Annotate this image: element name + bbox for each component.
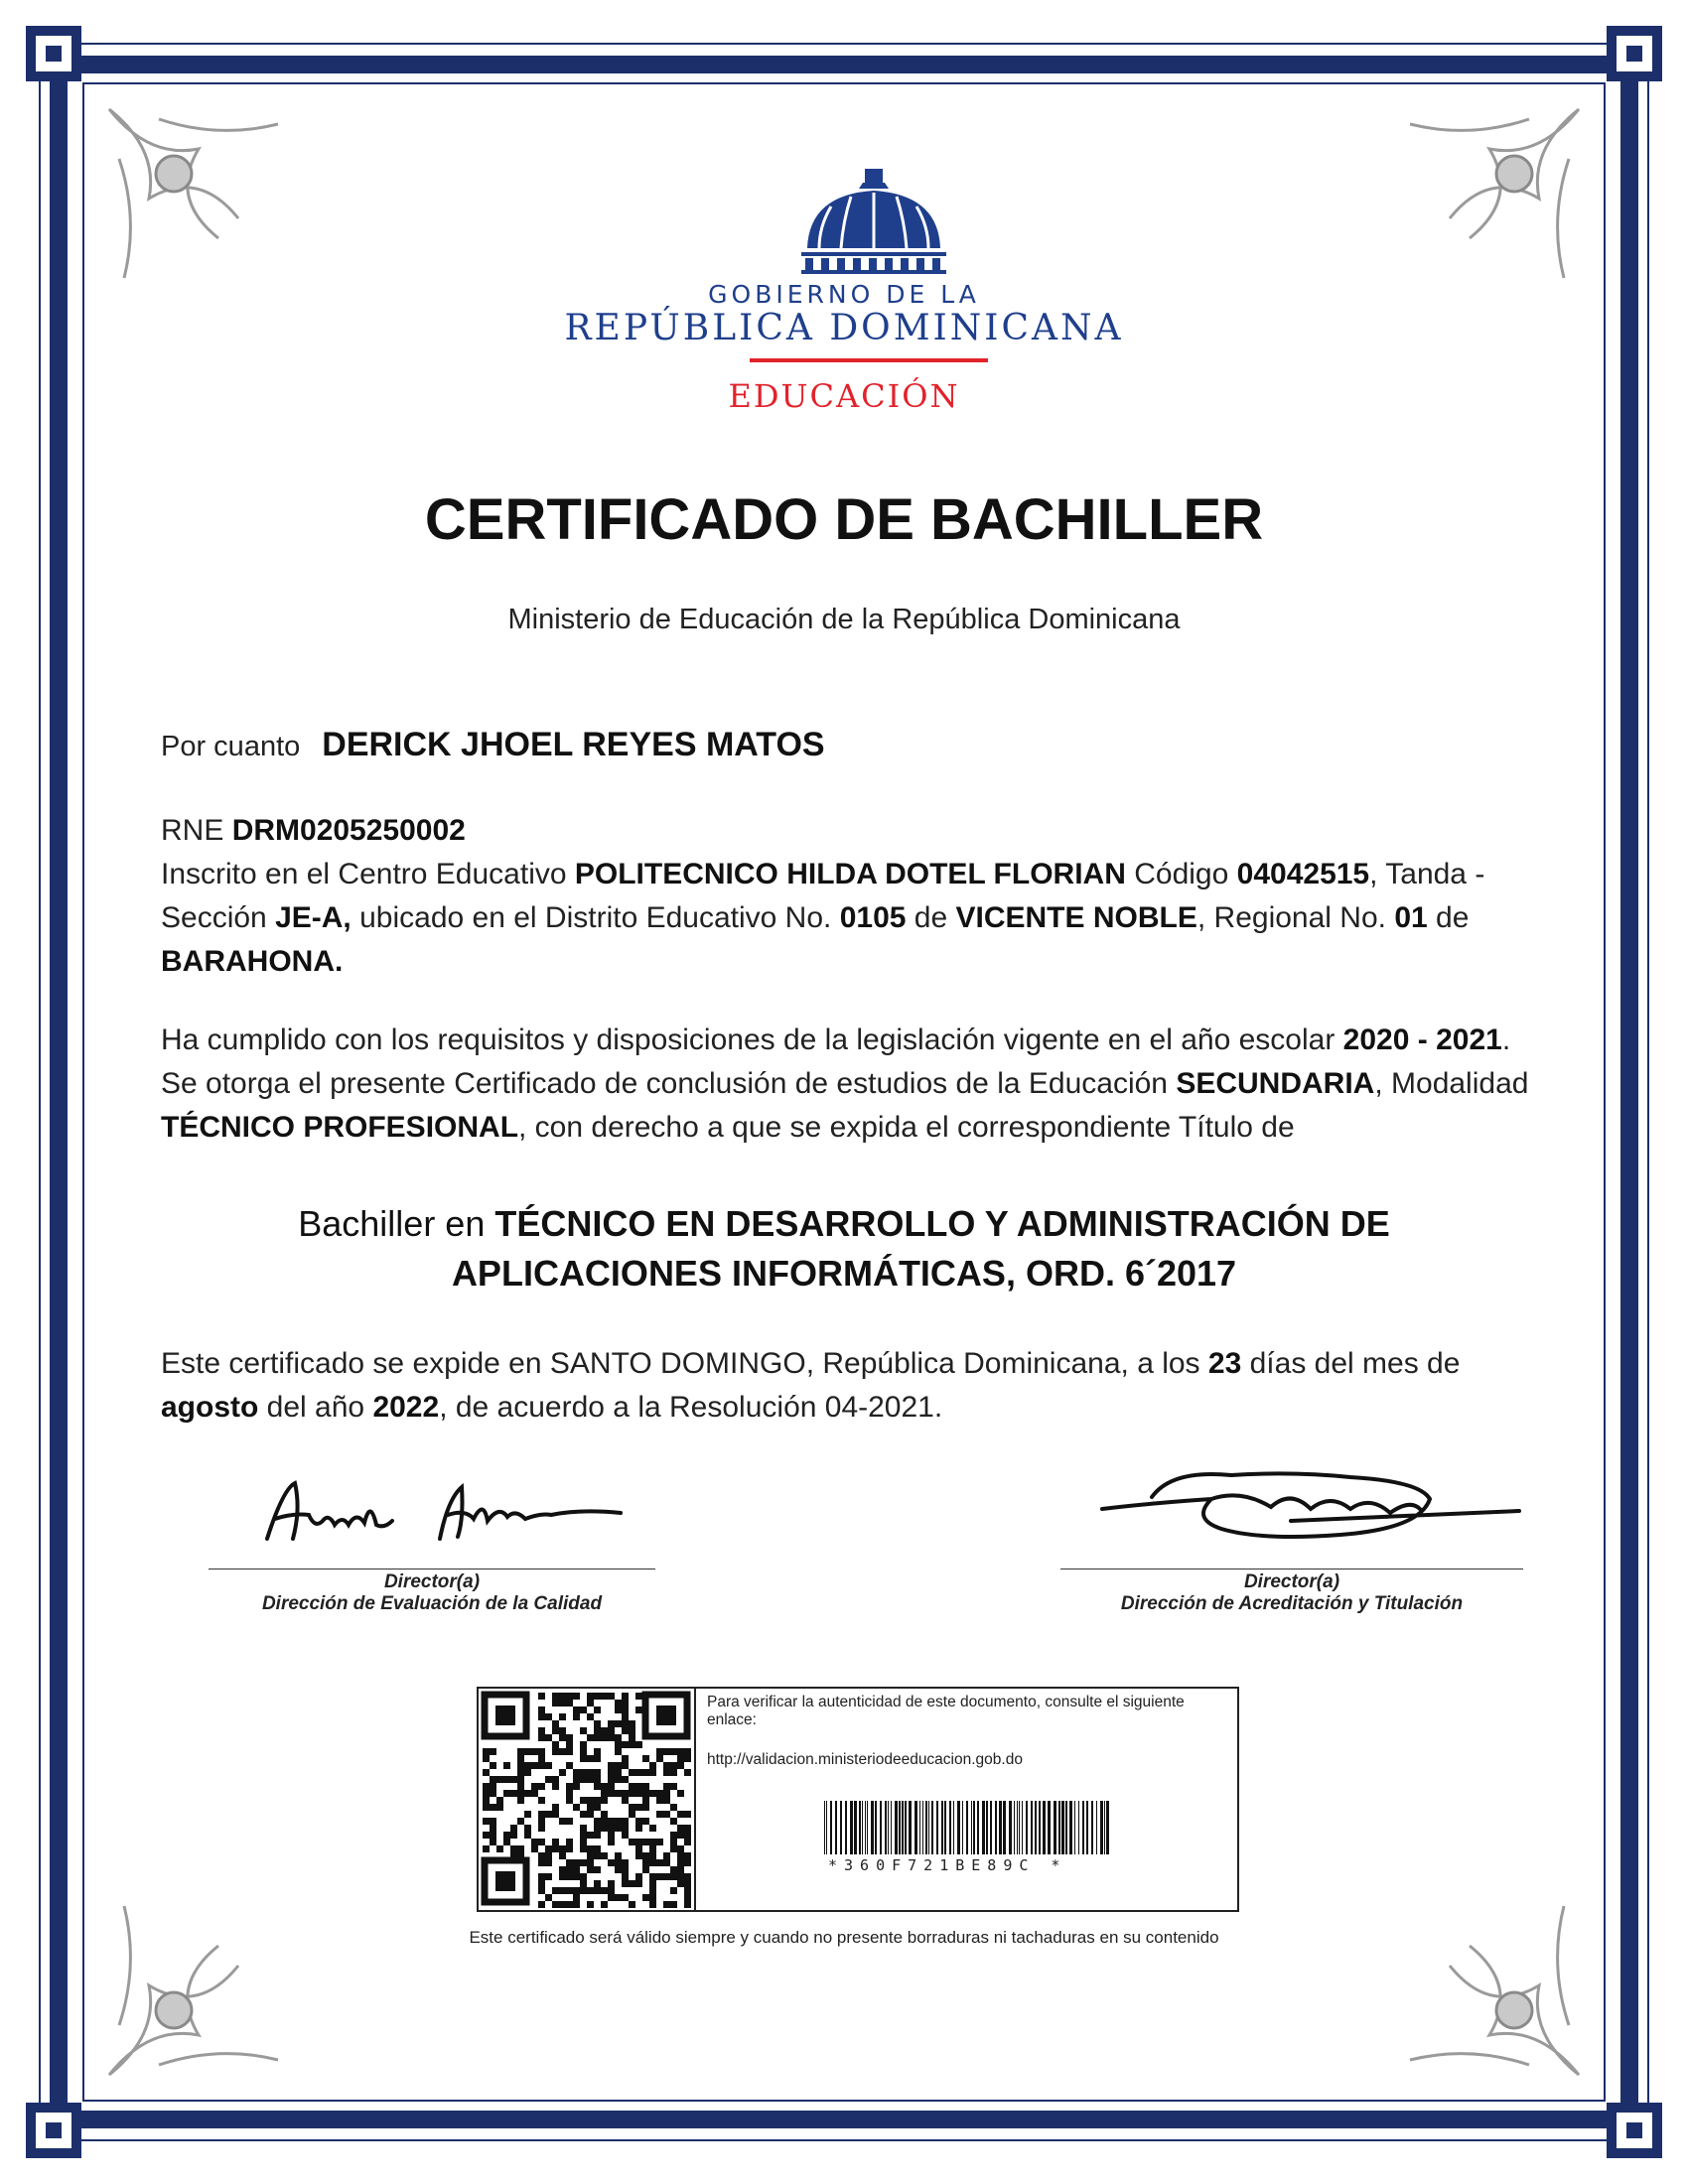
signature-right-dept: Dirección de Acreditación y Titulación bbox=[1120, 1593, 1464, 1614]
qr-divider bbox=[694, 1689, 696, 1910]
signature-right bbox=[1092, 1459, 1529, 1549]
issuance-year: 2022 bbox=[372, 1391, 440, 1424]
issuance-text-1: Este certificado se expide en SANTO DOMINGO, República Dominicana, a los bbox=[161, 1347, 1208, 1380]
signature-right-caption bbox=[1060, 1571, 1523, 1615]
regional-number: 01 bbox=[1394, 901, 1428, 934]
completion-text-2: . Se otorga el presente Certificado de conclusión de estudios de la Educación bbox=[161, 1024, 1511, 1100]
school-name: POLITECNICO HILDA DOTEL FLORIAN bbox=[574, 858, 1126, 890]
student-name: DERICK JHOEL REYES MATOS bbox=[322, 726, 825, 763]
degree-name: TÉCNICO EN DESARROLLO Y ADMINISTRACIÓN DE APLICACIONES INFORMÁTICAS, ORD. 6´2017 bbox=[451, 1203, 1390, 1294]
por-cuanto-label: Por cuanto bbox=[161, 731, 301, 762]
signature-left-caption bbox=[209, 1571, 655, 1615]
logo-line1: GOBIERNO DE LA bbox=[708, 280, 980, 309]
ministry-subtitle: Ministerio de Educación de la República Dominicana bbox=[507, 604, 1181, 635]
signature-left bbox=[253, 1469, 631, 1549]
student-line bbox=[161, 723, 1531, 768]
enroll-text-6: , Regional No. bbox=[1196, 901, 1395, 934]
completion-text-1: Ha cumplido con los requisitos y disposiciones de la legislación vigente en el año escolar bbox=[161, 1024, 1343, 1056]
footer-note: Este certificado será válido siempre y cuando no presente borraduras ni tachaduras en su contenido bbox=[469, 1928, 1219, 1947]
corner-ornament-top-right bbox=[1410, 109, 1579, 278]
enroll-text-5: de bbox=[906, 901, 956, 934]
enroll-text-3: , Tanda - Sección bbox=[161, 858, 1485, 934]
rne-value: DRM0205250002 bbox=[231, 814, 466, 847]
school-year: 2020 - 2021 bbox=[1342, 1024, 1502, 1056]
signature-left-dept: Dirección de Evaluación de la Calidad bbox=[261, 1593, 603, 1614]
degree-title bbox=[169, 1199, 1519, 1298]
section: JE-A, bbox=[275, 901, 352, 934]
issuance-month: agosto bbox=[161, 1391, 259, 1424]
signature-line-left bbox=[209, 1569, 655, 1570]
signature-right-title: Director(a) bbox=[1243, 1571, 1340, 1592]
barcode-icon bbox=[824, 1801, 1112, 1854]
certificate-title: CERTIFICADO DE BACHILLER bbox=[424, 487, 1264, 552]
enroll-text-2: Código bbox=[1125, 858, 1237, 890]
enroll-text-1: Inscrito en el Centro Educativo bbox=[161, 858, 575, 890]
dome-logo-icon bbox=[799, 167, 948, 276]
issuance-text-2: días del mes de bbox=[1241, 1347, 1461, 1380]
issuance-day: 23 bbox=[1207, 1347, 1242, 1380]
completion-text-4: , con derecho a que se expida el correspondiente Título de bbox=[518, 1111, 1295, 1144]
issuance-paragraph bbox=[161, 1342, 1531, 1430]
completion-text-3: , Modalidad bbox=[1374, 1067, 1529, 1100]
degree-prefix: Bachiller en bbox=[298, 1203, 495, 1244]
logo-line3: EDUCACIÓN bbox=[728, 377, 960, 415]
regional-name: BARAHONA. bbox=[161, 945, 344, 978]
barcode-number: *360F721BE89C * bbox=[828, 1856, 1067, 1874]
issuance-text-4: , de acuerdo a la Resolución 04-2021. bbox=[439, 1391, 943, 1424]
education-level: SECUNDARIA bbox=[1176, 1067, 1375, 1100]
enrollment-paragraph bbox=[161, 809, 1531, 984]
logo-divider bbox=[750, 358, 988, 362]
corner-ornament-top-left bbox=[109, 109, 278, 278]
verification-url[interactable]: http://validacion.ministeriodeeducacion.gob.do bbox=[707, 1751, 1023, 1768]
modality: TÉCNICO PROFESIONAL bbox=[161, 1111, 519, 1144]
enrollment-text bbox=[161, 853, 1531, 984]
signature-line-right bbox=[1060, 1569, 1523, 1570]
district-name: VICENTE NOBLE bbox=[955, 901, 1197, 934]
verification-text: Para verificar la autenticidad de este documento, consulte el siguiente enlace: bbox=[707, 1694, 1185, 1728]
district-number: 0105 bbox=[839, 901, 907, 934]
school-code: 04042515 bbox=[1236, 858, 1370, 890]
signature-left-title: Director(a) bbox=[383, 1571, 481, 1592]
issuance-text-3: del año bbox=[258, 1391, 373, 1424]
completion-paragraph bbox=[161, 1019, 1531, 1150]
qr-code-icon[interactable] bbox=[479, 1689, 695, 1910]
enroll-text-7: de bbox=[1427, 901, 1470, 934]
logo-line2: REPÚBLICA DOMINICANA bbox=[564, 308, 1124, 348]
rne-line bbox=[161, 809, 1531, 853]
enroll-text-4: ubicado en el Distrito Educativo No. bbox=[351, 901, 840, 934]
rne-label: RNE bbox=[161, 814, 224, 847]
